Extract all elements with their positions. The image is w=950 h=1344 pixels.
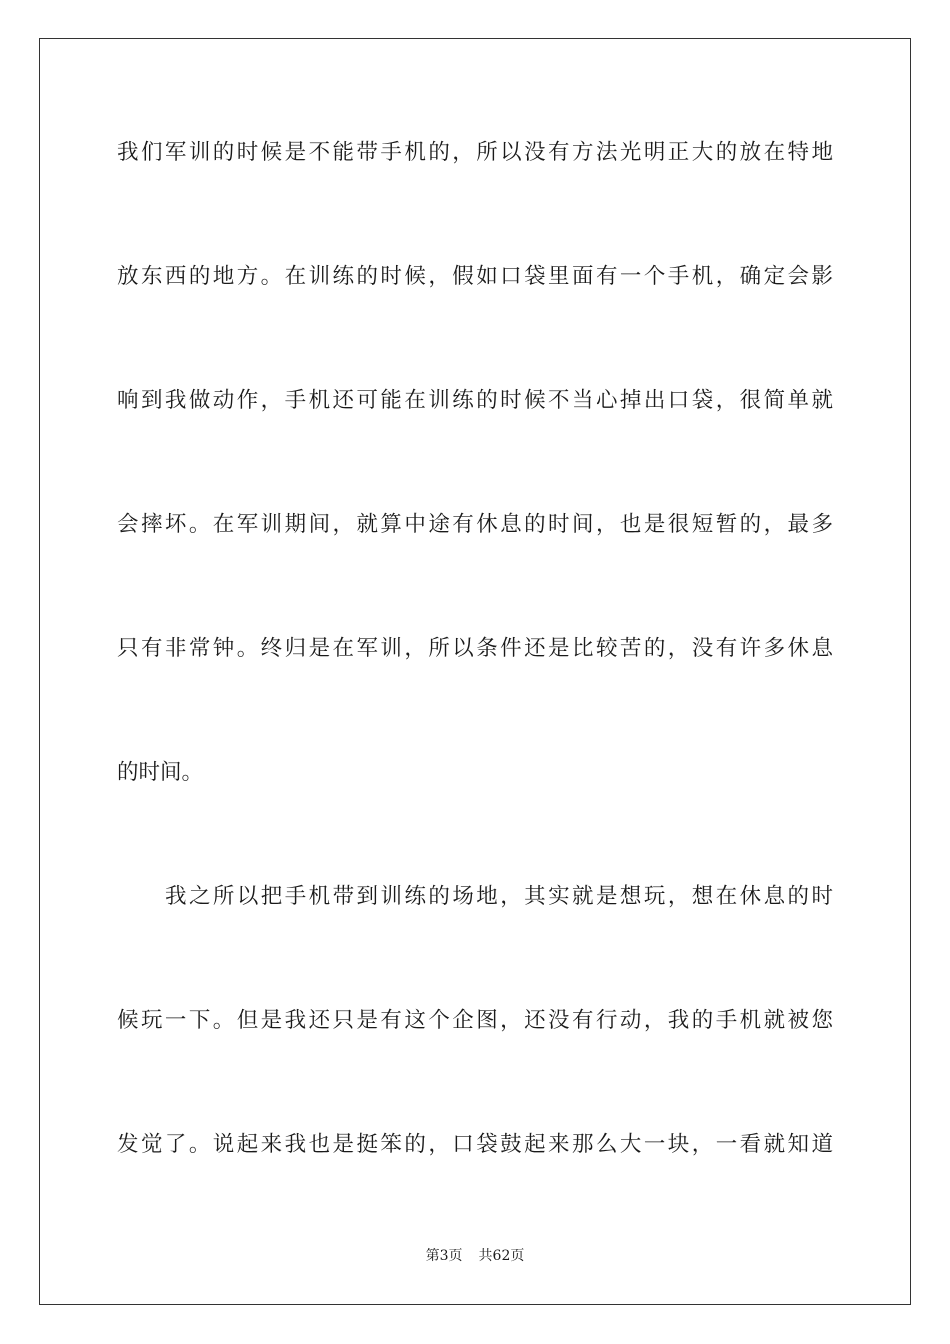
text-line: 我之所以把手机带到训练的场地，其实就是想玩，想在休息的时 [165, 884, 833, 909]
text-line: 会摔坏。在军训期间，就算中途有休息的时间，也是很短暂的，最多 [117, 512, 833, 537]
text-line: 放东西的地方。在训练的时候，假如口袋里面有一个手机，确定会影 [117, 264, 833, 289]
page-frame [39, 38, 911, 1305]
text-line: 响到我做动作，手机还可能在训练的时候不当心掉出口袋，很简单就 [117, 388, 833, 413]
page-number: 第3页 [425, 1248, 463, 1264]
page-footer [0, 1247, 950, 1265]
text-line: 只有非常钟。终归是在军训，所以条件还是比较苦的，没有许多休息 [117, 636, 833, 661]
text-line: 发觉了。说起来我也是挺笨的，口袋鼓起来那么大一块，一看就知道 [117, 1132, 833, 1157]
text-line: 我们军训的时候是不能带手机的，所以没有方法光明正大的放在特地 [117, 140, 833, 165]
text-line: 的时间。 [117, 760, 204, 785]
page-total: 共62页 [478, 1248, 525, 1264]
text-line: 候玩一下。但是我还只是有这个企图，还没有行动，我的手机就被您 [117, 1008, 833, 1033]
